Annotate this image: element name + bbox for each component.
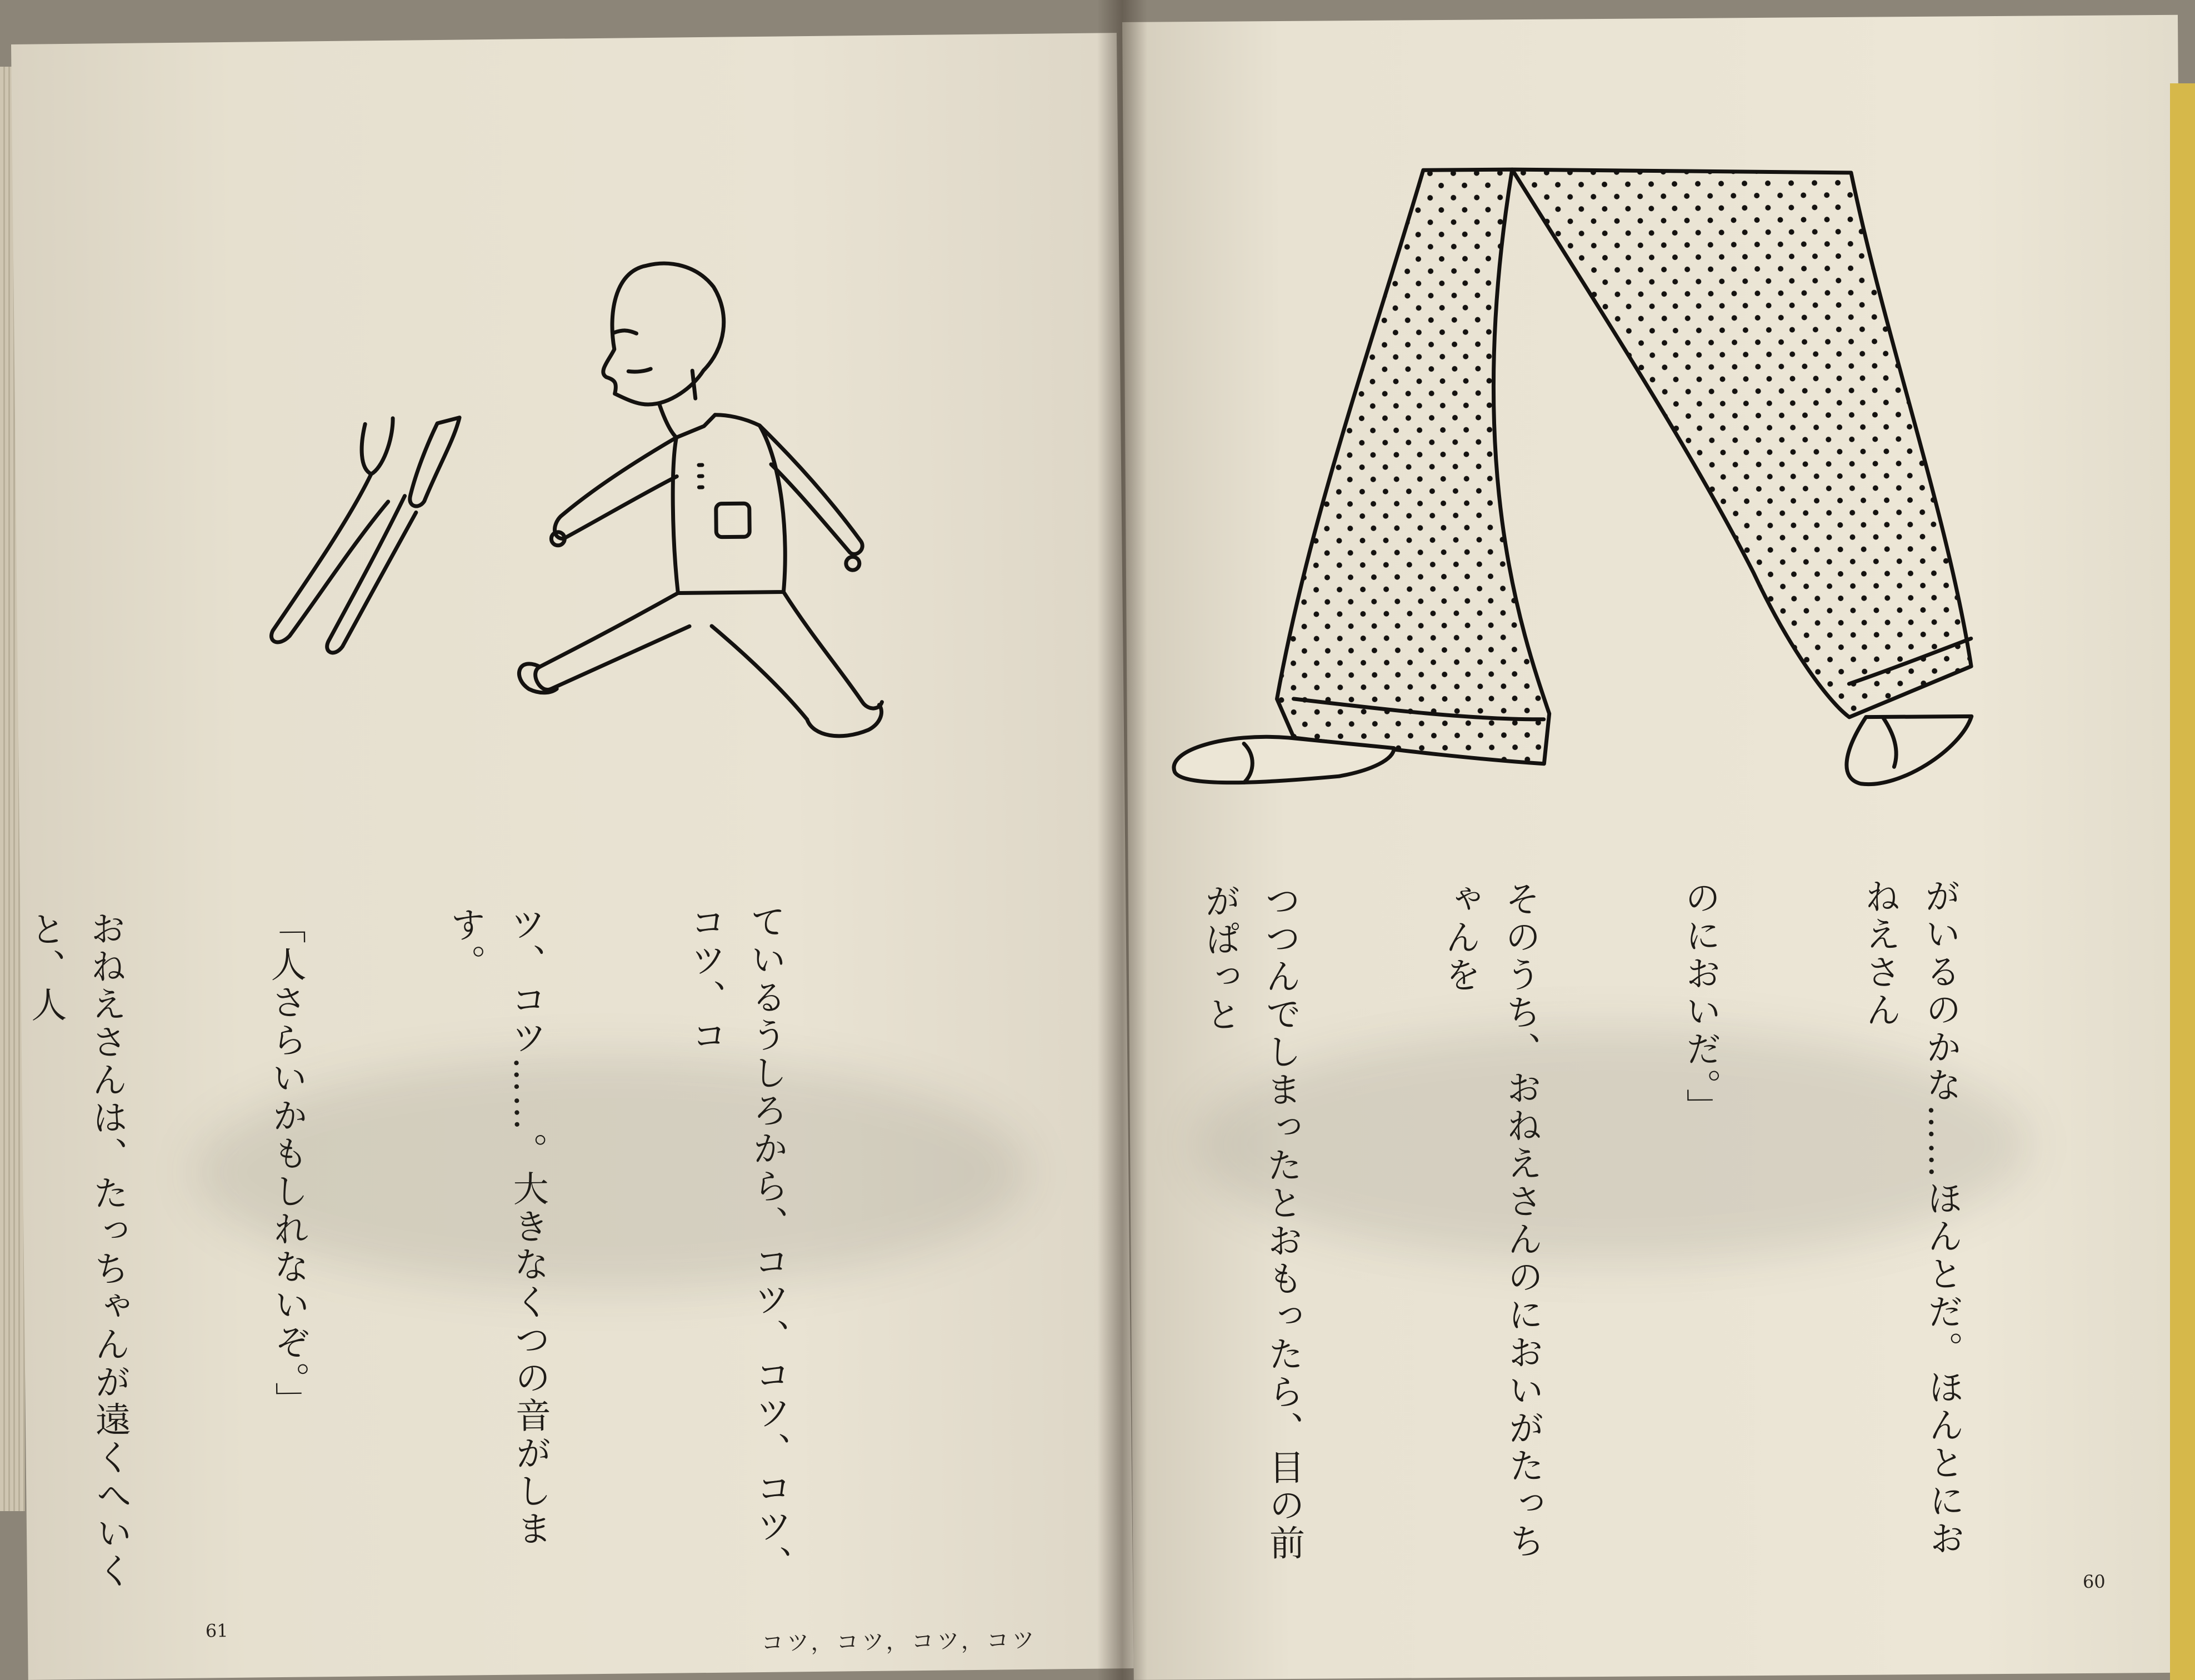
book-gutter (1097, 0, 1147, 1680)
right-page (1122, 15, 2189, 1680)
text-line: おねえさんは、たっちゃんが遠くへいくと、人 (24, 909, 133, 1591)
text-line: 「人さらいかもしれないぞ。」 (264, 908, 311, 1420)
page-number: 61 (205, 1620, 228, 1642)
shadow-overlay (1194, 1028, 2028, 1261)
text-line: ているうしろから、コツ、コツ、コツ、コツ、コ (684, 903, 793, 1584)
text-line: ツ、コツ……。大きなくつの音がします。 (444, 906, 552, 1548)
text-line: そのうち、おねえさんのにおいがたっちゃんを (1438, 880, 1545, 1561)
running-head: コツ，コツ，コツ，コツ (761, 1627, 1038, 1657)
text-line: のにおいだ。」 (1678, 879, 1722, 1127)
left-page (11, 33, 1134, 1680)
walking-boy-illustration (224, 201, 1008, 876)
text-line: つつんでしまったとおもったら、目の前がぱっと (1198, 882, 1305, 1563)
cover-edge (2170, 83, 2195, 1680)
shadow-overlay (194, 1056, 1028, 1289)
dotted-trousers-illustration (1156, 127, 2106, 856)
page-number: 60 (2082, 1571, 2106, 1592)
text-line: がいるのかな……ほんとだ。ほんとにおねえさん (1858, 877, 1965, 1558)
